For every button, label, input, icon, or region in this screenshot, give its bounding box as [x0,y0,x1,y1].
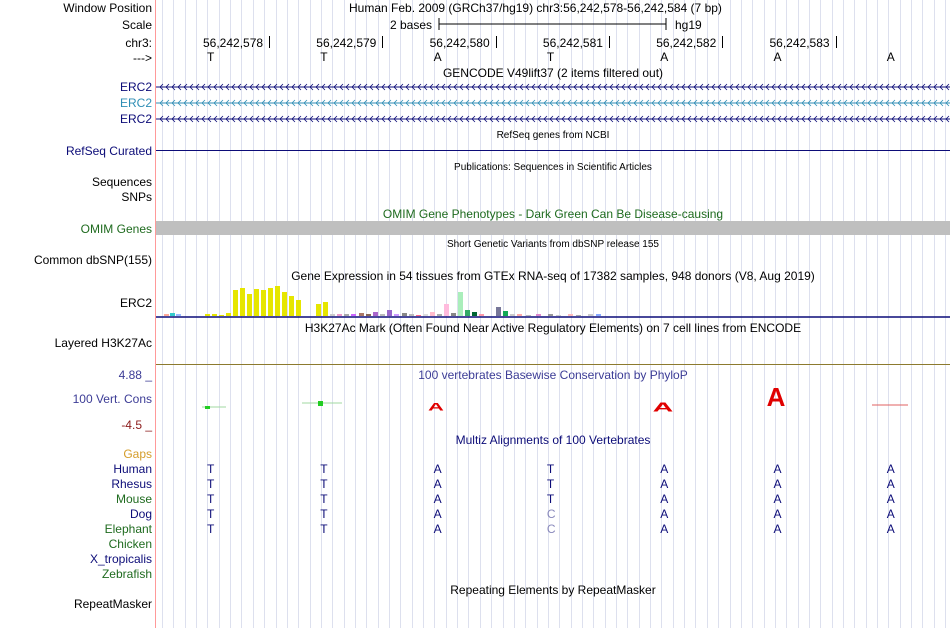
gtex-tissue-bar [351,314,356,316]
phylop-logo-a-2: A [652,399,674,415]
scale-bar [438,17,668,31]
aligned-base: T [207,462,215,476]
gtex-tissue-bar [556,315,561,316]
aligned-base: A [660,477,669,491]
gencode-item-label-3[interactable]: ERC2 [119,112,152,126]
chrom-label: chr3: [125,36,152,50]
aligned-base: C [546,522,556,536]
aligned-base: A [660,522,669,536]
window-position-text: Human Feb. 2009 (GRCh37/hg19) chr3:56,242,578-56,242,584 (7 bp) [349,1,722,15]
aligned-base: A [886,522,895,536]
gtex-tissue-bar [588,314,593,316]
aligned-base: A [433,522,442,536]
gtex-tissue-bar [536,314,541,316]
gtex-tissue-bar [330,314,335,316]
phylop-mark-1-peak [205,406,210,409]
gtex-tissue-bar [261,290,266,316]
dbsnp-track-title: Short Genetic Variants from dbSNP release 155 [447,239,659,250]
gtex-tissue-bar [366,314,371,316]
gtex-tissue-bar [226,313,231,316]
base-letter: T [546,50,555,64]
aligned-base: T [546,477,555,491]
gencode-item-label-2[interactable]: ERC2 [119,96,152,110]
aligned-base: T [320,522,328,536]
h3k27ac-track-title: H3K27Ac Mark (Often Found Near Active Regulatory Elements) on 7 cell lines from ENCODE [304,321,802,335]
aligned-base: C [546,507,556,521]
gtex-tissue-bar [316,304,321,316]
repeatmasker-track-title: Repeating Elements by RepeatMasker [450,583,656,597]
aligned-base: A [433,477,442,491]
aligned-base: A [886,507,895,521]
gtex-tissue-bar [282,292,287,316]
window-position-label: Window Position [63,1,152,15]
gtex-tissue-bar [373,312,378,316]
phylop-logo-a-1: A [428,400,444,414]
gencode-transcript-2[interactable] [156,99,950,107]
gtex-tissue-bar [437,314,442,316]
gtex-tissue-bar [296,300,301,316]
gtex-tissue-bar [596,314,601,316]
gtex-tissue-bar [323,302,328,316]
gtex-tissue-bar [472,312,477,316]
scale-size: 2 bases [390,18,433,32]
aligned-base: T [207,492,215,506]
aligned-base: T [320,507,328,521]
gencode-track-title: GENCODE V49lift37 (2 items filtered out) [442,66,664,80]
aligned-base: A [773,522,782,536]
phylop-conservation-plot[interactable] [156,384,950,414]
gtex-tissue-bar [510,314,515,316]
gtex-tissue-bar [517,314,522,316]
gtex-tissue-bar [233,290,238,316]
gtex-tissue-bar [430,312,435,316]
phylop-label[interactable]: 100 Vert. Cons [72,392,152,406]
phylop-logo-a-3: A [766,382,786,412]
aligned-base: A [886,492,895,506]
refseq-track-title: RefSeq genes from NCBI [496,130,610,141]
aligned-base: T [546,492,555,506]
gtex-tissue-bar [289,296,294,316]
gtex-tissue-bar [170,313,175,316]
strand-label: ---> [133,51,152,65]
h3k27ac-label[interactable]: Layered H3K27Ac [54,336,152,350]
position-tick [496,36,497,48]
dbsnp-label[interactable]: Common dbSNP(155) [33,253,152,267]
position-tick-label: 56,242,578 [203,36,264,50]
base-letter: A [773,50,782,64]
base-letter: A [886,50,895,64]
species-label-dog[interactable]: Dog [129,507,152,521]
aligned-base: A [433,492,442,506]
scale-label: Scale [121,18,152,32]
species-label-human[interactable]: Human [113,462,152,476]
phylop-mark-2-peak [318,401,323,406]
scale-assembly: hg19 [675,18,702,32]
gtex-tissue-bar [212,314,217,316]
omim-gene-bar[interactable] [156,221,950,235]
gtex-tissue-bar [548,314,553,316]
base-letter: A [433,50,442,64]
gtex-tissue-bar [576,315,581,316]
gtex-tissue-bar [240,288,245,316]
phylop-min-label: -4.5 _ [121,418,152,432]
phylop-track-title: 100 vertebrates Basewise Conservation by PhyloP [418,368,688,382]
aligned-base: A [660,492,669,506]
aligned-base: A [886,462,895,476]
sequences-label[interactable]: Sequences [91,175,152,189]
species-label-zebrafish[interactable]: Zebrafish [101,567,152,581]
aligned-base: A [660,507,669,521]
gtex-tissue-bar [254,289,259,316]
aligned-base: A [433,462,442,476]
species-label-chicken[interactable]: Chicken [108,537,152,551]
aligned-base: T [546,462,555,476]
gtex-tissue-bar [416,315,421,316]
aligned-base: A [773,507,782,521]
gtex-tissue-bar [337,314,342,316]
species-label-elephant[interactable]: Elephant [104,522,152,536]
position-tick [609,36,610,48]
position-tick-label: 56,242,580 [429,36,490,50]
base-letter: T [207,50,215,64]
species-label-mouse[interactable]: Mouse [115,492,152,506]
omim-label[interactable]: OMIM Genes [80,222,152,236]
aligned-base: A [773,492,782,506]
gtex-tissue-bar [503,311,508,316]
aligned-base: T [207,522,215,536]
position-tick [836,36,837,48]
gtex-tissue-bar [423,314,428,316]
position-tick [382,36,383,48]
aligned-base: A [660,462,669,476]
gtex-tissue-bar [268,288,273,316]
gtex-tissue-bar [387,310,392,316]
species-label-rhesus[interactable]: Rhesus [111,477,152,491]
gtex-tissue-bar [344,314,349,316]
gtex-label[interactable]: ERC2 [119,296,152,310]
gencode-transcript-3[interactable] [156,115,950,123]
repeatmasker-label[interactable]: RepeatMasker [73,597,152,611]
aligned-base: T [320,492,328,506]
aligned-base: T [207,477,215,491]
gencode-item-label-1[interactable]: ERC2 [119,80,152,94]
gtex-tissue-bar [275,286,280,316]
aligned-base: A [773,477,782,491]
gtex-tissue-bar [205,314,210,316]
aligned-base: T [320,462,328,476]
aligned-base: A [886,477,895,491]
gtex-tissue-bar [451,313,456,316]
gtex-tissue-bar [176,314,181,316]
gtex-tissue-bar [219,315,224,316]
position-tick [269,36,270,48]
gtex-tissue-bar [380,314,385,316]
h3k27ac-baseline [156,364,950,365]
gtex-tissue-bar [247,294,252,316]
gtex-tissue-bar [359,313,364,316]
omim-track-title: OMIM Gene Phenotypes - Dark Green Can Be Disease-causing [382,207,724,221]
gtex-tissue-bar [402,313,407,316]
position-tick [722,36,723,48]
gtex-tissue-bar [164,314,169,316]
aligned-base: A [433,507,442,521]
phylop-max-label: 4.88 _ [118,368,152,382]
gencode-transcript-1[interactable] [156,83,950,91]
aligned-base: T [207,507,215,521]
gtex-tissue-bar [458,292,463,316]
species-label-x-tropicalis[interactable]: X_tropicalis [89,552,152,566]
gtex-tissue-bar [444,304,449,316]
gtex-track-title: Gene Expression in 54 tissues from GTEx RNA-seq of 17382 samples, 948 donors (V8, Aug 2019) [291,269,815,283]
gtex-tissue-bar [394,314,399,316]
gtex-tissue-bar [465,310,470,316]
gtex-tissue-bar [496,307,501,316]
refseq-label[interactable]: RefSeq Curated [65,144,152,158]
gtex-tissue-bar [568,314,573,316]
aligned-base: A [773,462,782,476]
position-tick-label: 56,242,583 [769,36,830,50]
gaps-label[interactable]: Gaps [123,447,152,461]
position-tick-label: 56,242,579 [316,36,377,50]
position-tick-label: 56,242,581 [542,36,603,50]
gtex-tissue-bar [409,314,414,316]
base-letter: A [660,50,669,64]
base-letter: T [320,50,328,64]
gtex-tissue-bar [479,314,484,316]
refseq-gene-line[interactable] [156,150,950,151]
gtex-expression-bars[interactable] [156,283,950,319]
gtex-tissue-bar [526,315,531,316]
multiz-track-title: Multiz Alignments of 100 Vertebrates [455,433,651,447]
aligned-base: T [320,477,328,491]
snps-label[interactable]: SNPs [121,190,152,204]
publications-track-title: Publications: Sequences in Scientific Articles [454,162,652,173]
position-tick-label: 56,242,582 [656,36,717,50]
